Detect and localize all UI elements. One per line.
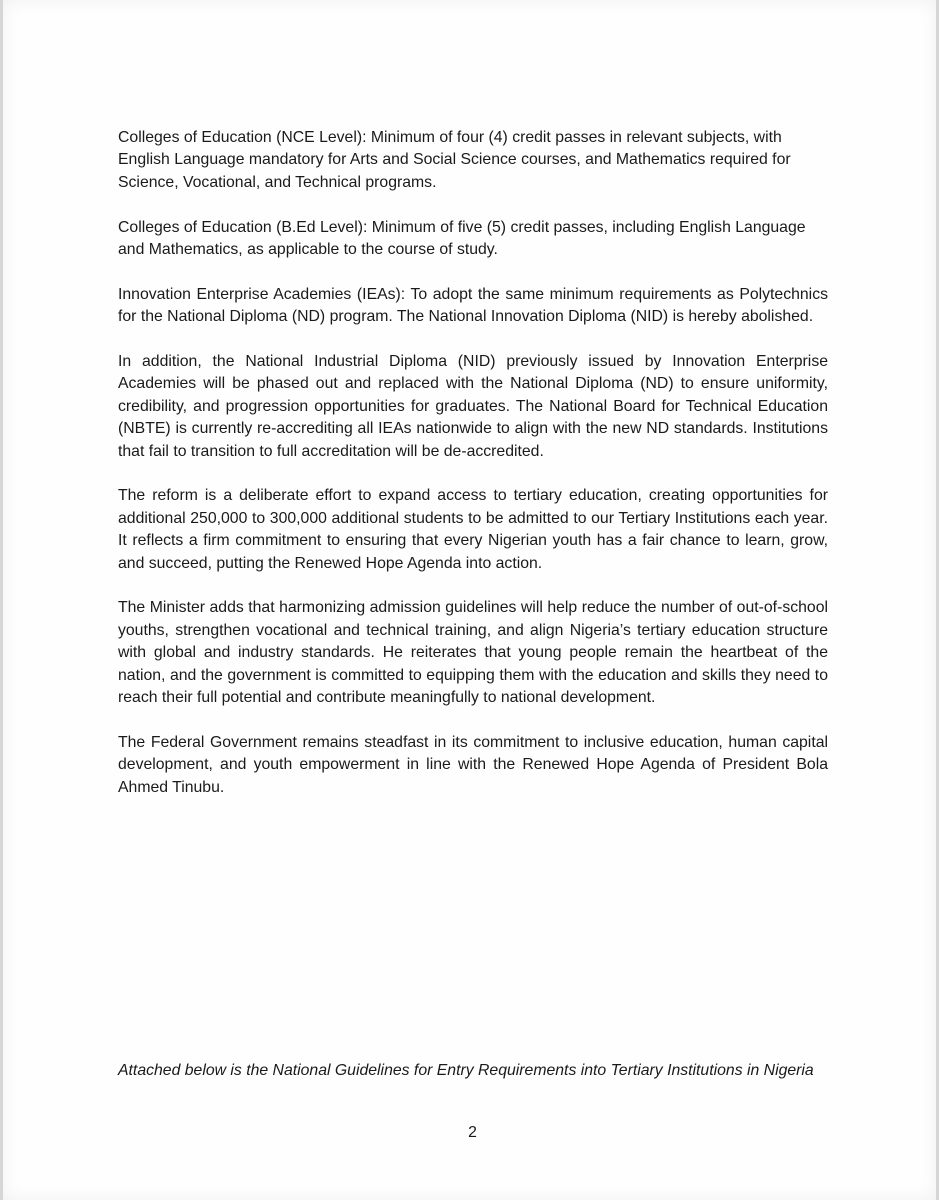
paragraph-minister-statement: The Minister adds that harmonizing admission guidelines will help reduce the number of out-of-school youths, strengthen vocational and technical training, and align Nigeria’s tertiary education structure with global and industry standards. He reiterates that young people remain the heartbeat of the nation, and the government is committed to equipping them with the education and skills they need to reach their full potential and contribute meaningfully to national development. (118, 599, 828, 707)
page-number: 2 (468, 1124, 477, 1141)
paragraph-federal-government: The Federal Government remains steadfast in its commitment to inclusive education, human capital development, and youth empowerment in line with the Renewed Hope Agenda of President Bola Ahmed Tinubu. (118, 733, 828, 796)
paragraph-reform-access: The reform is a deliberate effort to expand access to tertiary education, creating opportunities for additional 250,000 to 300,000 additional students to be admitted to our Tertiary Institutions each year. It reflects a firm commitment to ensuring that every Nigerian youth has a fair chance to learn, grow, and succeed, putting the Renewed Hope Agenda into action. (118, 487, 828, 572)
document-body (118, 127, 828, 821)
attachment-note: Attached below is the National Guidelines for Entry Requirements into Tertiary Institutions in Nigeria (118, 1062, 814, 1079)
paragraph-nid-phase-out: In addition, the National Industrial Diploma (NID) previously issued by Innovation Enterprise Academies will be phased out and replaced with the National Diploma (ND) to ensure uniformity, credibility, and progression opportunities for graduates. The National Board for Technical Education (NBTE) is currently re-accrediting all IEAs nationwide to align with the new ND standards. Institutions that fail to transition to full accreditation will be de-accredited. (118, 353, 828, 460)
paragraph-nce-requirements: Colleges of Education (NCE Level): Minimum of four (4) credit passes in relevant subjects, with English Language mandatory for Arts and Social Science courses, and Mathematics required for Science, Vocational, and Technical programs. (118, 129, 791, 191)
paragraph-iea-requirements: Innovation Enterprise Academies (IEAs): To adopt the same minimum requirements as Polytechnics for the National Diploma (ND) program. The National Innovation Diploma (NID) is hereby abolished. (118, 285, 828, 326)
paragraph-bed-requirements: Colleges of Education (B.Ed Level): Minimum of five (5) credit passes, including English Language and Mathematics, as applicable to the course of study. (118, 218, 806, 259)
